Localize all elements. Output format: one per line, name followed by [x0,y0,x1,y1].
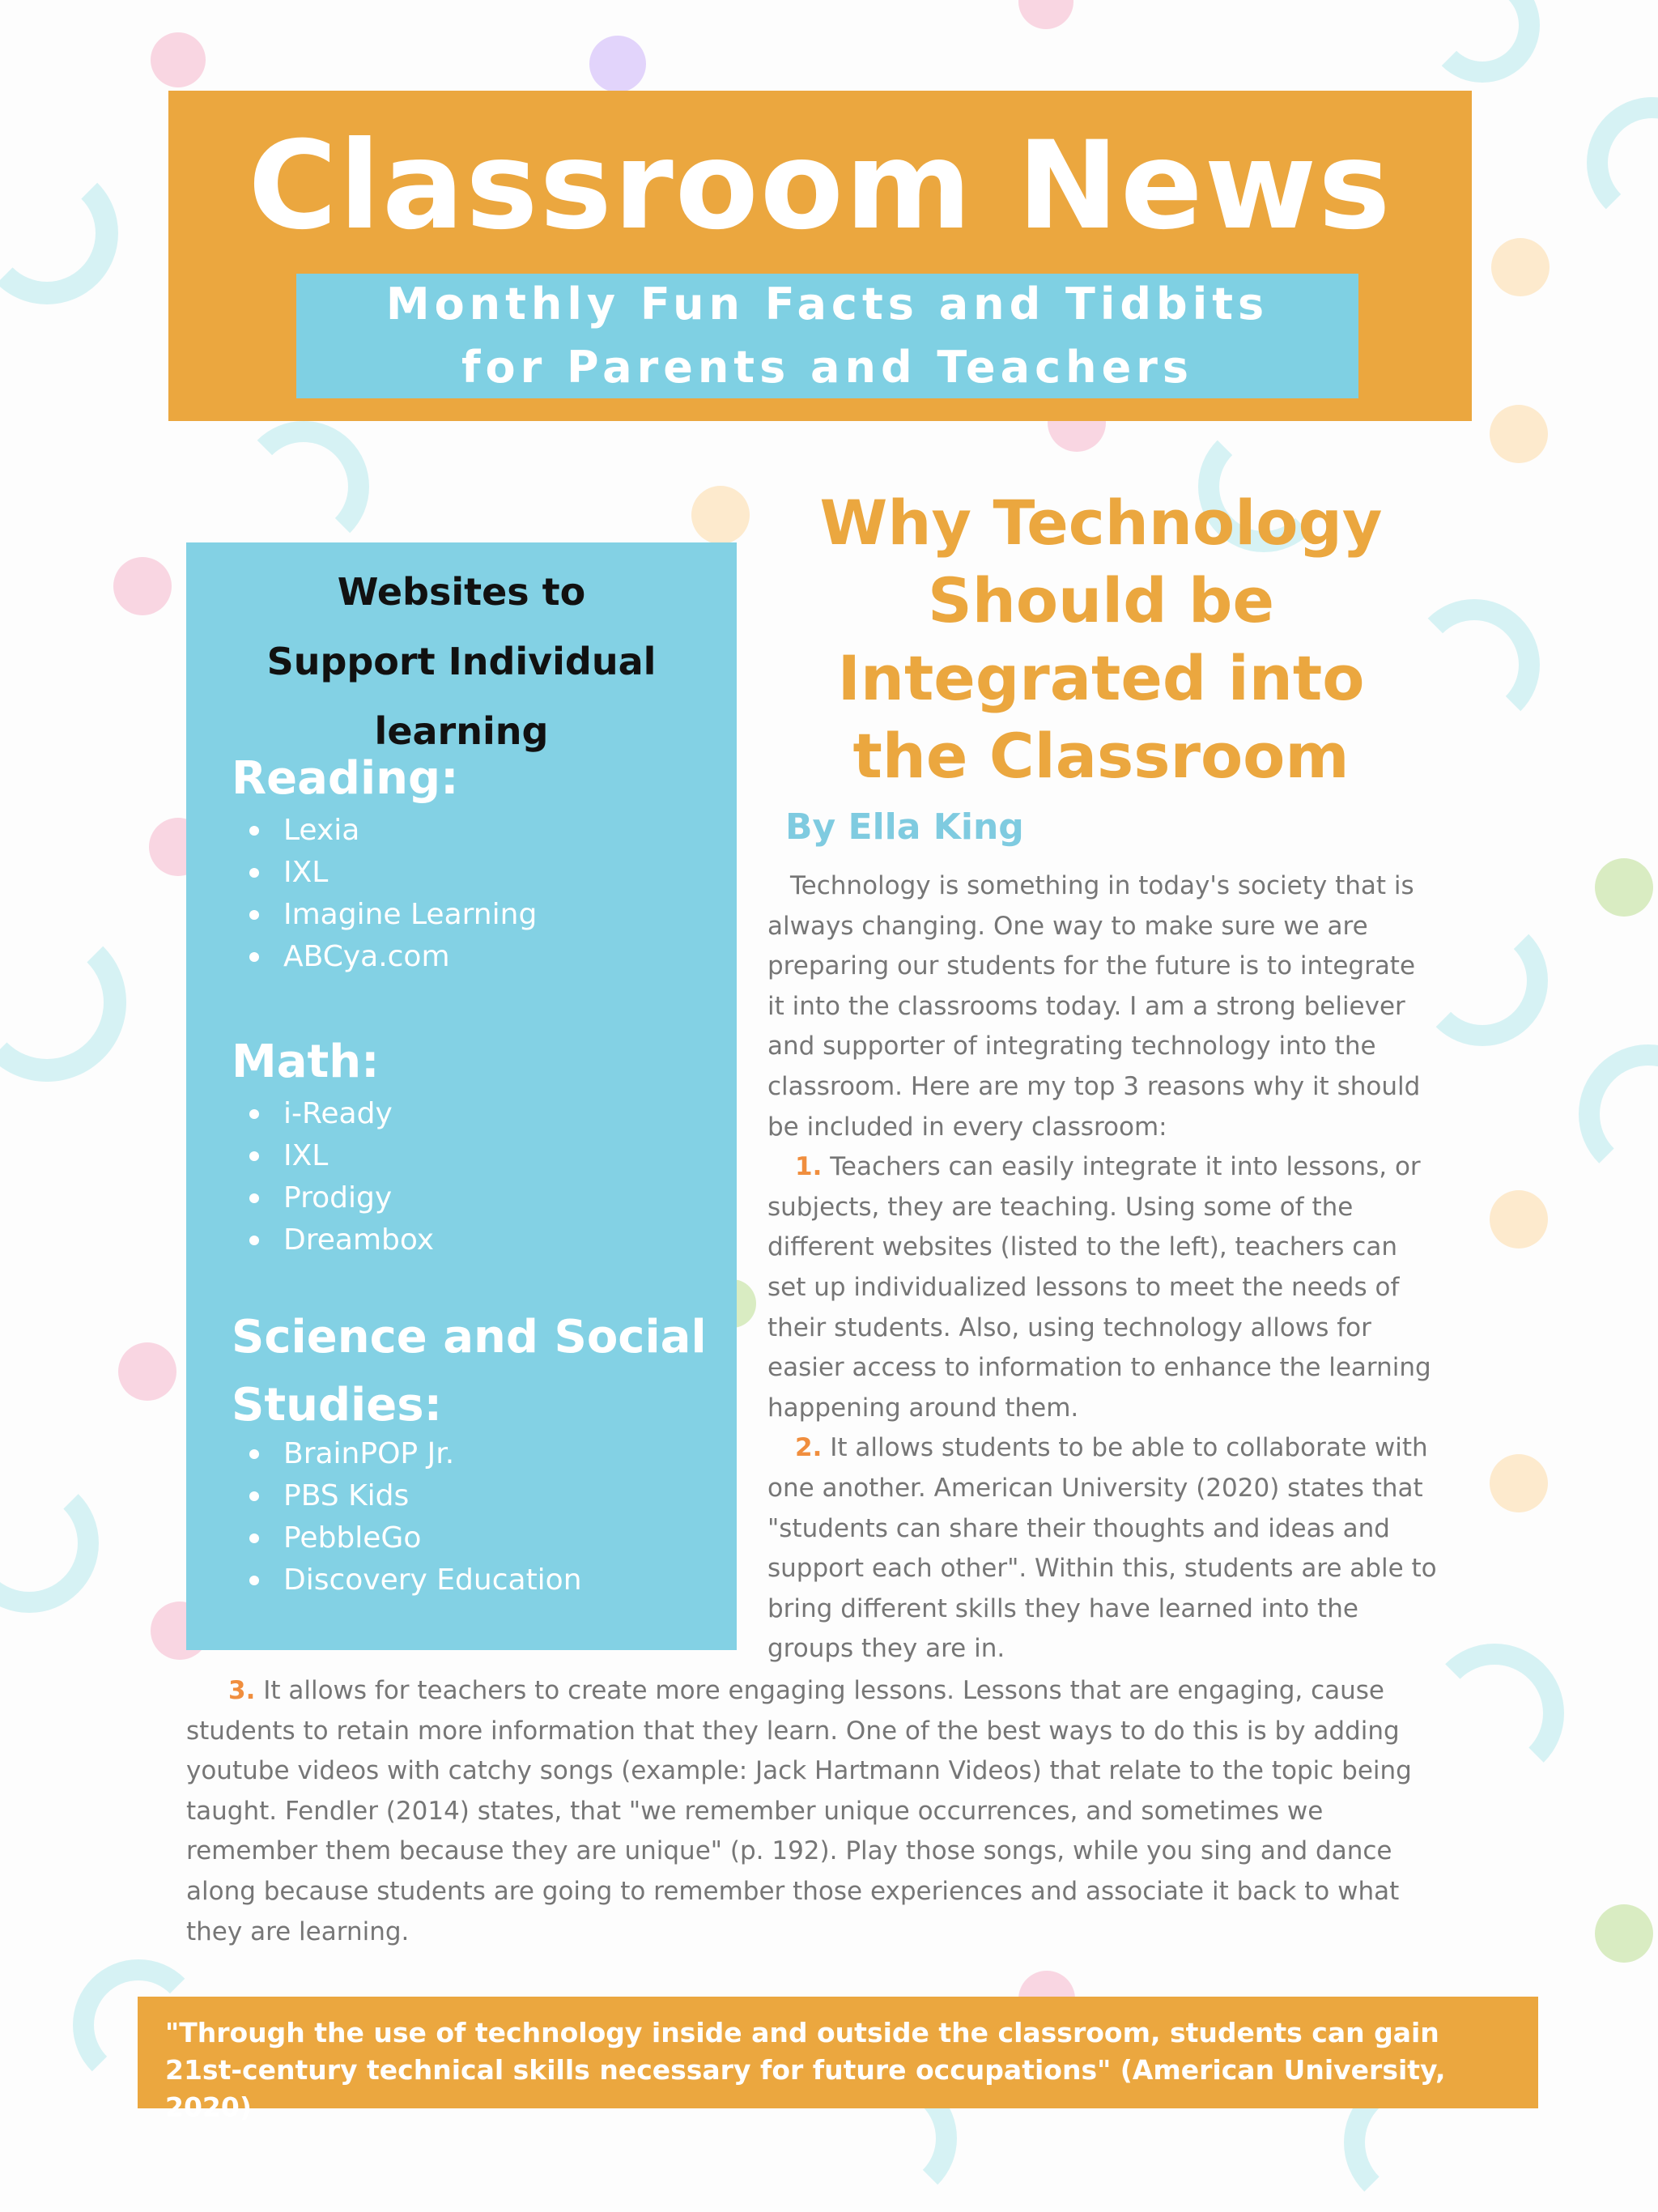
footer-quote: "Through the use of technology inside and outside the classroom, students can gain 21st-century technical skills necessary for future occupations" (American University, 2020) [165,2017,1446,2123]
science-site-list [232,1433,582,1602]
decor-dot [1490,405,1548,463]
list-item: Discovery Education [232,1559,582,1602]
article-full-width-text [186,1671,1449,1952]
list-item: BrainPOP Jr. [232,1433,582,1475]
list-item: Prodigy [232,1177,434,1219]
quote-bar [138,1997,1538,2123]
decor-dot [1491,238,1550,296]
article-point-2 [767,1428,1439,1670]
decor-dot [589,36,646,92]
point-text: It allows for teachers to create more engaging lessons. Lessons that are engaging, cause students to retain more information that they learn. One of the best ways to do this is by adding youtube videos with catchy songs (example: Jack Hartmann Videos) that relate to the topic being taught. Fendler (2014) states, that "we remember unique occurrences, and sometimes we remember them because they are unique" (p. 192). Play those songs, while you sing and dance along because students are going to remember those experiences and associate it back to what they are learning. [186,1676,1412,1946]
subtitle-box [296,274,1358,398]
list-item: PBS Kids [232,1475,582,1517]
decor-dot [1490,1190,1548,1249]
article-intro [767,866,1439,1147]
list-item: ABCya.com [232,936,537,978]
reading-site-list [232,810,537,978]
decor-arc [1587,97,1658,228]
article-byline: By Ella King [785,806,1024,848]
list-item: Dreambox [232,1219,434,1261]
subtitle: Monthly Fun Facts and Tidbits for Parents and Teachers [385,279,1269,393]
decor-dot [691,486,750,544]
category-math: Math: [232,1036,380,1088]
list-item: i-Ready [232,1093,434,1135]
decor-dot [151,32,206,87]
point-text: Teachers can easily integrate it into lessons, or subjects, they are teaching. Using some of the different websites (listed to the left), teachers can set up individualized lessons to meet the needs of their students. Also, using technology allows for easier access to information to enhance the learning happening around them. [767,1152,1431,1423]
decor-dot [1595,1904,1653,1963]
list-item: IXL [232,852,537,894]
category-reading: Reading: [232,752,459,805]
decor-arc [0,923,126,1082]
websites-sidebar [186,542,737,1650]
point-text: It allows students to be able to collaborate with one another. American University (2020) states that "students can share their thoughts and ideas and support each other". Within this, students are able to bring different skills they have learned into the groups they are in. [767,1433,1437,1664]
decor-arc [0,162,118,304]
decor-arc [238,421,369,552]
decor-dot [118,1342,176,1401]
article-point-3 [186,1671,1449,1952]
decor-dot [113,557,172,615]
decor-arc [1409,599,1540,730]
math-site-list [232,1093,434,1261]
article-title: Why Technology Should be Integrated into the Classroom [819,487,1383,792]
article-point-1 [767,1147,1439,1428]
decor-arc [0,1474,99,1613]
article-column-text [767,866,1439,1670]
list-item: IXL [232,1135,434,1177]
category-science-social-studies: Science and Social Studies: [232,1311,707,1431]
list-item: Lexia [232,810,537,852]
decor-dot [1490,1454,1548,1512]
decor-arc [1425,0,1540,83]
sidebar-heading: Websites to Support Individual learning [266,570,657,753]
list-item: Imagine Learning [232,894,537,936]
decor-dot [1595,858,1653,917]
point-number: 2. [795,1433,823,1463]
page-title: Classroom News [248,116,1392,257]
decor-dot [1018,0,1073,29]
point-number: 3. [228,1676,256,1705]
point-number: 1. [795,1152,823,1182]
intro-text: Technology is something in today's society that is always changing. One way to make sure we are preparing our students for the future is to integrate it into the classrooms today. I am a strong believer and supporter of integrating technology into the classroom. Here are my top 3 reasons why it should be included in every classroom: [767,871,1421,1142]
list-item: PebbleGo [232,1517,582,1559]
header-banner [168,91,1472,421]
decor-arc [1579,1044,1658,1184]
